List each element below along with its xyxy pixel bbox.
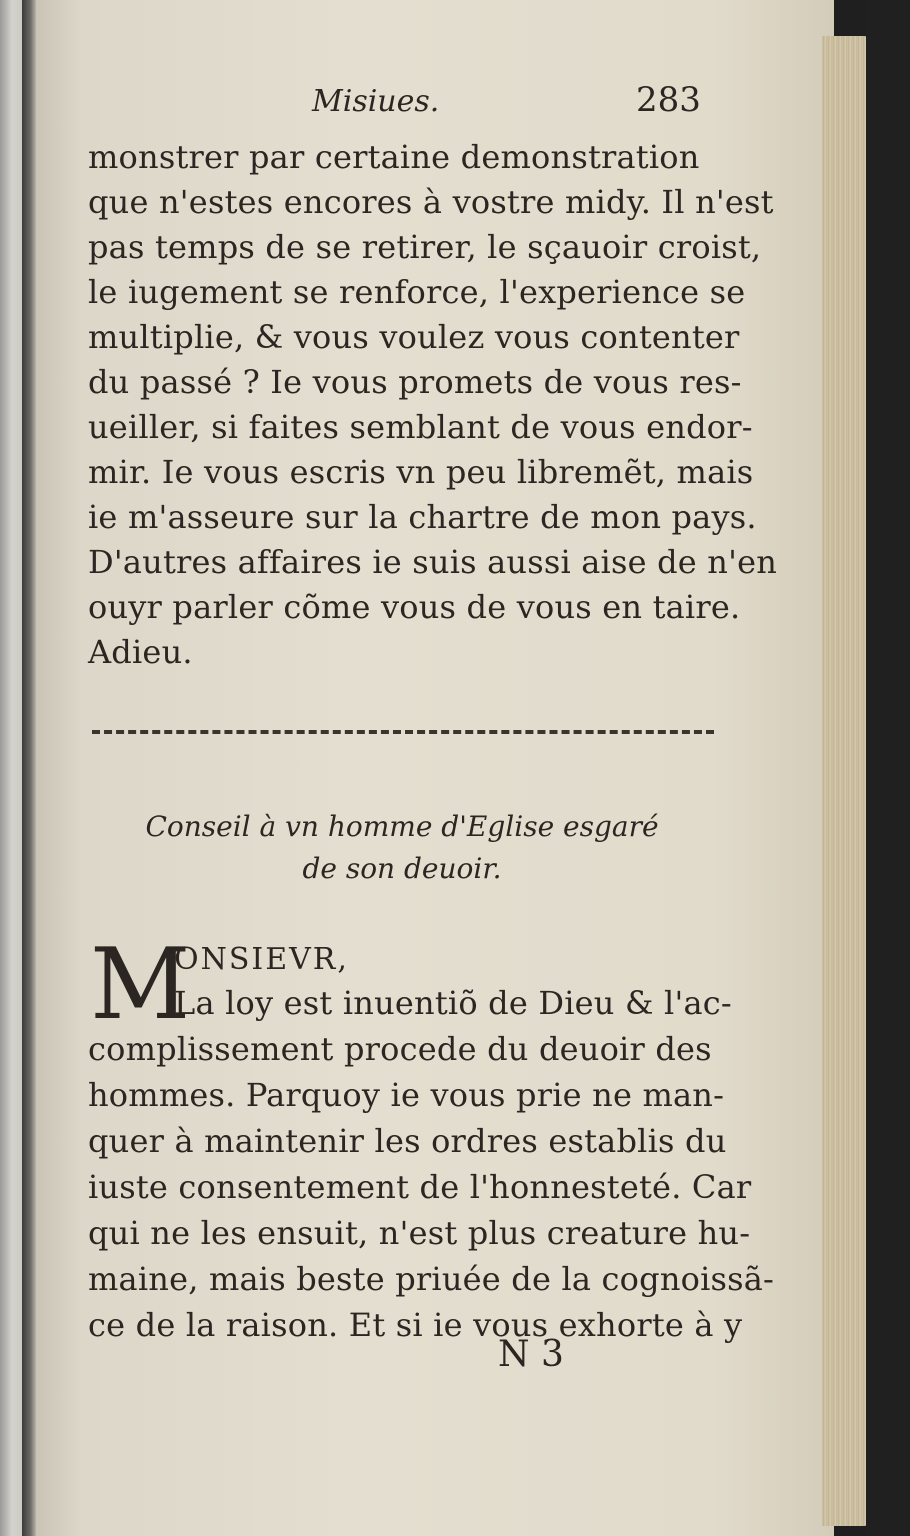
text-line: ce de la raison. Et si ie vous exhorte à y (88, 1306, 743, 1344)
ornamental-rule (92, 730, 714, 734)
text-line: le iugement se renforce, l'experience se (88, 273, 746, 311)
text-line-closing: Adieu. (88, 633, 193, 671)
text-line: ouyr parler cõme vous de vous en taire. (88, 588, 741, 626)
text-line: que n'estes encores à vostre midy. Il n'est (88, 183, 774, 221)
text-line: complissement procede du deuoir des (88, 1030, 712, 1068)
background-right (866, 0, 910, 1536)
text-line: hommes. Parquoy ie vous prie ne man- (88, 1076, 725, 1114)
letter-title-continued: de son deuoir. (302, 852, 502, 885)
text-line: La loy est inuentiõ de Dieu & l'ac- (174, 984, 732, 1022)
text-line: maine, mais beste priuée de la cognoissã- (88, 1260, 775, 1298)
text-line: qui ne les ensuit, n'est plus creature hu- (88, 1214, 751, 1252)
text-line: D'autres affaires ie suis aussi aise de n'en (88, 543, 778, 581)
letter-title: Conseil à vn homme d'Eglise esgaré (145, 810, 659, 843)
text-line: mir. Ie vous escris vn peu libremẽt, mais (88, 453, 754, 491)
text-line: multiplie, & vous voulez vous contenter (88, 318, 740, 356)
salutation: ONSIEVR, (174, 942, 349, 977)
text-line: ie m'asseure sur la chartre de mon pays. (88, 498, 757, 536)
text-line: ueiller, si faites semblant de vous endor- (88, 408, 753, 446)
text-line: quer à maintenir les ordres establis du (88, 1122, 727, 1160)
page-block-edges (822, 36, 870, 1526)
text-line: monstrer par certaine demonstration (88, 138, 700, 176)
text-line: pas temps de se retirer, le sçauoir croist, (88, 228, 762, 266)
page-number: 283 (636, 80, 701, 120)
running-head: Misiues. (312, 84, 440, 119)
drop-cap: M (90, 928, 191, 1042)
text-line: du passé ? Ie vous promets de vous res- (88, 363, 742, 401)
book-gutter (22, 0, 36, 1536)
text-line: iuste consentement de l'honnesteté. Car (88, 1168, 752, 1206)
signature-mark: N 3 (498, 1334, 564, 1375)
